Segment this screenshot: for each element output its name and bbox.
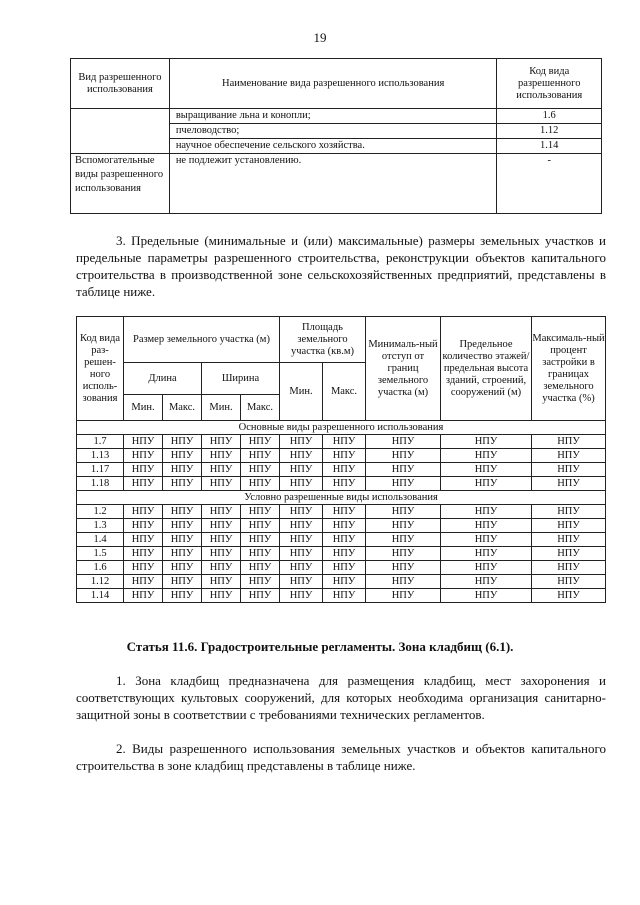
- row-value: НПУ: [323, 505, 366, 519]
- row-value: НПУ: [124, 505, 163, 519]
- row-value: НПУ: [241, 449, 280, 463]
- row-value: НПУ: [163, 463, 202, 477]
- row-code: 1.13: [77, 449, 124, 463]
- table-row: [77, 435, 606, 449]
- row-value: НПУ: [163, 589, 202, 603]
- row-value: НПУ: [124, 547, 163, 561]
- row-value: НПУ: [124, 561, 163, 575]
- table-row: [77, 561, 606, 575]
- header-plot-size: Размер земельного участка (м): [124, 317, 280, 363]
- table-row: [77, 505, 606, 519]
- row-value: НПУ: [441, 519, 532, 533]
- auxiliary-name: не подлежит установлению.: [169, 154, 497, 214]
- use-name: научное обеспечение сельского хозяйства.: [169, 139, 497, 154]
- row-value: НПУ: [163, 519, 202, 533]
- header-area: Площадь земельного участка (кв.м): [280, 317, 366, 363]
- land-use-table: [70, 58, 602, 214]
- table-row: [77, 449, 606, 463]
- header-width: Ширина: [202, 363, 280, 395]
- page-number: 19: [313, 30, 327, 45]
- row-value: НПУ: [124, 449, 163, 463]
- header-coverage: Максималь-ный процент застройки в границах земельного участка (%): [532, 317, 606, 421]
- header-use-code: Код вида разрешенного использования: [497, 59, 602, 109]
- row-value: НПУ: [532, 519, 606, 533]
- row-value: НПУ: [124, 435, 163, 449]
- row-value: НПУ: [532, 463, 606, 477]
- row-value: НПУ: [202, 505, 241, 519]
- row-value: НПУ: [280, 575, 323, 589]
- section-row: [77, 491, 606, 505]
- auxiliary-label: Вспомогательные виды разрешенного использования: [71, 154, 170, 214]
- row-value: НПУ: [366, 505, 441, 519]
- section-title: Условно разрешенные виды использования: [77, 491, 606, 505]
- row-value: НПУ: [241, 575, 280, 589]
- header-use-type: Вид разрешенного использования: [71, 59, 170, 109]
- row-value: НПУ: [366, 463, 441, 477]
- article-heading: Статья 11.6. Градостроительные регламенты. Зона кладбищ (6.1).: [126, 639, 514, 654]
- row-value: НПУ: [124, 477, 163, 491]
- row-value: НПУ: [323, 561, 366, 575]
- row-value: НПУ: [323, 463, 366, 477]
- row-value: НПУ: [323, 547, 366, 561]
- row-value: НПУ: [280, 435, 323, 449]
- use-code: 1.14: [497, 139, 602, 154]
- row-value: НПУ: [202, 477, 241, 491]
- row-value: НПУ: [124, 575, 163, 589]
- row-value: НПУ: [202, 547, 241, 561]
- row-value: НПУ: [441, 589, 532, 603]
- row-value: НПУ: [280, 589, 323, 603]
- row-value: НПУ: [163, 547, 202, 561]
- row-value: НПУ: [366, 589, 441, 603]
- row-value: НПУ: [241, 505, 280, 519]
- row-value: НПУ: [241, 435, 280, 449]
- row-value: НПУ: [366, 449, 441, 463]
- row-value: НПУ: [323, 435, 366, 449]
- row-value: НПУ: [366, 435, 441, 449]
- row-value: НПУ: [280, 505, 323, 519]
- row-value: НПУ: [532, 477, 606, 491]
- row-value: НПУ: [202, 463, 241, 477]
- row-value: НПУ: [241, 589, 280, 603]
- row-value: НПУ: [532, 533, 606, 547]
- row-value: НПУ: [532, 575, 606, 589]
- header-setback: Минималь-ный отступ от границ земельного участка (м): [366, 317, 441, 421]
- row-value: НПУ: [202, 449, 241, 463]
- row-code: 1.18: [77, 477, 124, 491]
- row-value: НПУ: [532, 561, 606, 575]
- row-value: НПУ: [323, 519, 366, 533]
- row-value: НПУ: [163, 575, 202, 589]
- row-value: НПУ: [163, 561, 202, 575]
- header-floors: Предельное количество этажей/ предельная высота зданий, строений, сооружений (м): [441, 317, 532, 421]
- row-value: НПУ: [163, 449, 202, 463]
- header-length-min: Мин.: [124, 395, 163, 421]
- row-value: НПУ: [366, 575, 441, 589]
- row-value: НПУ: [202, 435, 241, 449]
- row-value: НПУ: [323, 533, 366, 547]
- row-value: НПУ: [532, 449, 606, 463]
- row-value: НПУ: [366, 533, 441, 547]
- row-value: НПУ: [323, 575, 366, 589]
- row-value: НПУ: [532, 547, 606, 561]
- header-use-name: Наименование вида разрешенного использования: [169, 59, 497, 109]
- header-length-max: Макс.: [163, 395, 202, 421]
- row-value: НПУ: [366, 547, 441, 561]
- row-value: НПУ: [441, 463, 532, 477]
- header-width-min: Мин.: [202, 395, 241, 421]
- use-code: 1.12: [497, 124, 602, 139]
- row-value: НПУ: [241, 463, 280, 477]
- row-value: НПУ: [323, 449, 366, 463]
- row-code: 1.12: [77, 575, 124, 589]
- row-code: 1.6: [77, 561, 124, 575]
- row-code: 1.5: [77, 547, 124, 561]
- use-name: выращивание льна и конопли;: [169, 109, 497, 124]
- header-code: Код вида раз-решен-ного исполь-зования: [77, 317, 124, 421]
- row-value: НПУ: [280, 519, 323, 533]
- auxiliary-code: -: [497, 154, 602, 214]
- row-value: НПУ: [241, 533, 280, 547]
- row-value: НПУ: [124, 533, 163, 547]
- header-width-max: Макс.: [241, 395, 280, 421]
- row-value: НПУ: [241, 477, 280, 491]
- row-value: НПУ: [532, 505, 606, 519]
- empty-cell: [71, 109, 170, 154]
- row-value: НПУ: [163, 505, 202, 519]
- table-row: [77, 575, 606, 589]
- header-area-max: Макс.: [323, 363, 366, 421]
- row-value: НПУ: [323, 589, 366, 603]
- row-value: НПУ: [202, 575, 241, 589]
- parameters-table-body: [77, 421, 606, 603]
- row-value: НПУ: [280, 561, 323, 575]
- row-value: НПУ: [163, 477, 202, 491]
- section-title: Основные виды разрешенного использования: [77, 421, 606, 435]
- table-row: [77, 519, 606, 533]
- table-row: [77, 463, 606, 477]
- row-value: НПУ: [280, 533, 323, 547]
- table-row: [77, 533, 606, 547]
- row-value: НПУ: [241, 561, 280, 575]
- row-value: НПУ: [280, 463, 323, 477]
- row-value: НПУ: [202, 561, 241, 575]
- row-value: НПУ: [241, 547, 280, 561]
- use-code: 1.6: [497, 109, 602, 124]
- use-name: пчеловодство;: [169, 124, 497, 139]
- row-value: НПУ: [441, 477, 532, 491]
- row-value: НПУ: [163, 533, 202, 547]
- row-code: 1.4: [77, 533, 124, 547]
- row-value: НПУ: [532, 589, 606, 603]
- table-row: [77, 547, 606, 561]
- row-value: НПУ: [280, 547, 323, 561]
- section-row: [77, 421, 606, 435]
- row-code: 1.3: [77, 519, 124, 533]
- row-value: НПУ: [280, 449, 323, 463]
- paragraph-article-2: 2. Виды разрешенного использования земельных участков и объектов капитального строительства в зоне кладбищ представлены в таблице ниже.: [76, 741, 606, 773]
- row-code: 1.14: [77, 589, 124, 603]
- row-value: НПУ: [124, 519, 163, 533]
- row-value: НПУ: [441, 533, 532, 547]
- row-value: НПУ: [441, 435, 532, 449]
- paragraph-3: 3. Предельные (минимальные и (или) максимальные) размеры земельных участков и предельные параметры разрешенного строительства, реконструкции объектов капитального строительства в производственной зоне сельскохозяйственных предприятий, представлены в таблице ниже.: [76, 233, 606, 299]
- row-value: НПУ: [202, 589, 241, 603]
- row-value: НПУ: [532, 435, 606, 449]
- row-value: НПУ: [241, 519, 280, 533]
- row-value: НПУ: [441, 547, 532, 561]
- header-area-min: Мин.: [280, 363, 323, 421]
- parameters-table: [76, 316, 606, 603]
- table-row: [77, 477, 606, 491]
- row-value: НПУ: [163, 435, 202, 449]
- row-value: НПУ: [124, 589, 163, 603]
- header-length: Длина: [124, 363, 202, 395]
- row-value: НПУ: [441, 505, 532, 519]
- row-code: 1.17: [77, 463, 124, 477]
- row-value: НПУ: [366, 561, 441, 575]
- row-value: НПУ: [366, 519, 441, 533]
- table-row: [77, 589, 606, 603]
- row-value: НПУ: [441, 575, 532, 589]
- row-value: НПУ: [202, 519, 241, 533]
- row-code: 1.2: [77, 505, 124, 519]
- row-value: НПУ: [441, 449, 532, 463]
- row-code: 1.7: [77, 435, 124, 449]
- row-value: НПУ: [124, 463, 163, 477]
- row-value: НПУ: [202, 533, 241, 547]
- row-value: НПУ: [323, 477, 366, 491]
- row-value: НПУ: [441, 561, 532, 575]
- row-value: НПУ: [366, 477, 441, 491]
- row-value: НПУ: [280, 477, 323, 491]
- paragraph-article-1: 1. Зона кладбищ предназначена для размещения кладбищ, мест захоронения и соответствующих культовых сооружений, для которых необходима организация санитарно-защитной зоны в соответствии с требованиями технических регламентов.: [76, 673, 606, 722]
